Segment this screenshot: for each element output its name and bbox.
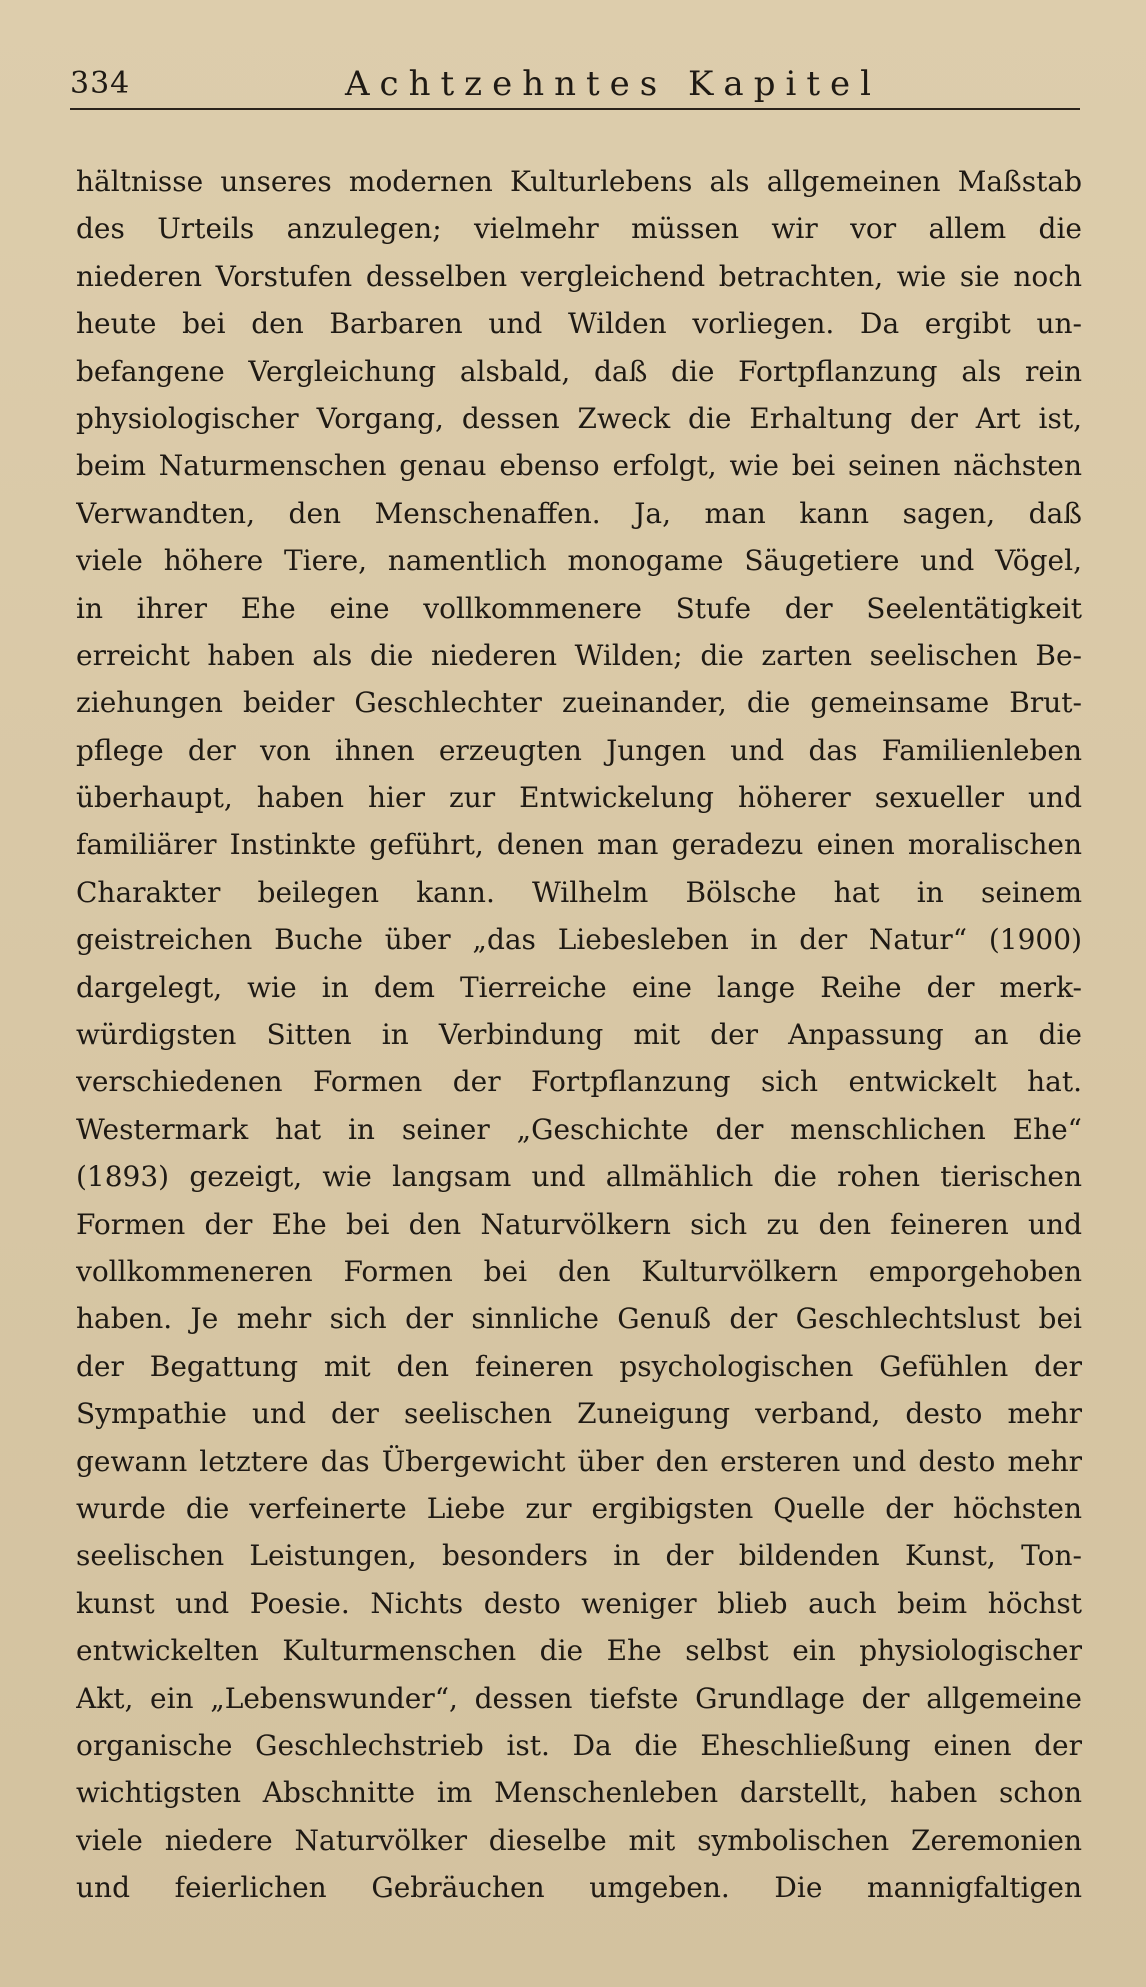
text-line: Westermark hat in seiner „Geschichte der menschlichen Ehe“ <box>76 1112 1082 1146</box>
text-line: und feierlichen Gebräuchen umgeben. Die mannigfaltigen <box>76 1871 1082 1905</box>
text-line: kunst und Poesie. Nichts desto weniger blieb auch beim höchst <box>76 1586 1082 1620</box>
text-line: hältnisse unseres modernen Kulturlebens als allgemeinen Maßstab <box>76 165 1082 198</box>
text-line: befangene Vergleichung alsbald, daß die Fortpflanzung als rein <box>76 354 1082 388</box>
text-line: seelischen Leistungen, besonders in der bildenden Kunst, Ton- <box>76 1539 1082 1573</box>
text-line: heute bei den Barbaren und Wilden vorliegen. Da ergibt un- <box>76 307 1082 341</box>
text-line: in ihrer Ehe eine vollkommenere Stufe der Seelentätigkeit <box>76 591 1082 625</box>
text-line: ziehungen beider Geschlechter zueinander, die gemeinsame Brut- <box>76 686 1082 720</box>
text-line: verschiedenen Formen der Fortpflanzung sich entwickelt hat. <box>76 1065 1082 1099</box>
text-line: organische Geschlechstrieb ist. Da die Eheschließung einen der <box>76 1728 1082 1762</box>
text-line: wichtigsten Abschnitte im Menschenleben darstellt, haben schon <box>76 1776 1082 1810</box>
text-line: Akt, ein „Lebenswunder“, dessen tiefste Grundlage der allgemeine <box>76 1681 1082 1715</box>
page-number: 334 <box>70 66 131 101</box>
text-line: gewann letztere das Übergewicht über den ersteren und desto mehr <box>76 1444 1082 1478</box>
text-line: der Begattung mit den feineren psychologischen Gefühlen der <box>76 1349 1082 1383</box>
text-line: niederen Vorstufen desselben vergleichend betrachten, wie sie noch <box>76 259 1082 293</box>
text-line: physiologischer Vorgang, dessen Zweck die Erhaltung der Art ist, <box>76 401 1082 435</box>
text-line: wurde die verfeinerte Liebe zur ergibigsten Quelle der höchsten <box>76 1491 1082 1525</box>
text-line: familiärer Instinkte geführt, denen man geradezu einen moralischen <box>76 828 1082 862</box>
text-line: vollkommeneren Formen bei den Kulturvölkern emporgehoben <box>76 1254 1082 1288</box>
running-title: Achtzehntes Kapitel <box>345 64 881 104</box>
text-line: geistreichen Buche über „das Liebesleben in der Natur“ (1900) <box>76 923 1082 957</box>
header-rule <box>70 108 1080 110</box>
text-line: (1893) gezeigt, wie langsam und allmählich die rohen tierischen <box>76 1160 1082 1194</box>
text-line: haben. Je mehr sich der sinnliche Genuß der Geschlechtslust bei <box>76 1302 1082 1336</box>
text-line: viele höhere Tiere, namentlich monogame Säugetiere und Vögel, <box>76 544 1082 578</box>
text-line: pflege der von ihnen erzeugten Jungen und das Familienleben <box>76 733 1082 767</box>
text-line: viele niedere Naturvölker dieselbe mit symbolischen Zeremonien <box>76 1823 1082 1857</box>
page-header <box>70 58 1080 110</box>
text-line: Formen der Ehe bei den Naturvölkern sich zu den feineren und <box>76 1207 1082 1241</box>
text-line: würdigsten Sitten in Verbindung mit der Anpassung an die <box>76 1018 1082 1052</box>
text-line: des Urteils anzulegen; vielmehr müssen wir vor allem die <box>76 212 1082 246</box>
text-line: beim Naturmenschen genau ebenso erfolgt, wie bei seinen nächsten <box>76 449 1082 483</box>
text-line: entwickelten Kulturmenschen die Ehe selbst ein physiologischer <box>76 1634 1082 1668</box>
text-line: dargelegt, wie in dem Tierreiche eine lange Reihe der merk- <box>76 970 1082 1004</box>
text-line: überhaupt, haben hier zur Entwickelung höherer sexueller und <box>76 781 1082 815</box>
text-line: Charakter beilegen kann. Wilhelm Bölsche hat in seinem <box>76 875 1082 909</box>
body-text <box>76 158 1082 1911</box>
text-line: Verwandten, den Menschenaffen. Ja, man kann sagen, daß <box>76 496 1082 530</box>
text-line: Sympathie und der seelischen Zuneigung verband, desto mehr <box>76 1397 1082 1431</box>
text-line: erreicht haben als die niederen Wilden; die zarten seelischen Be- <box>76 638 1082 672</box>
